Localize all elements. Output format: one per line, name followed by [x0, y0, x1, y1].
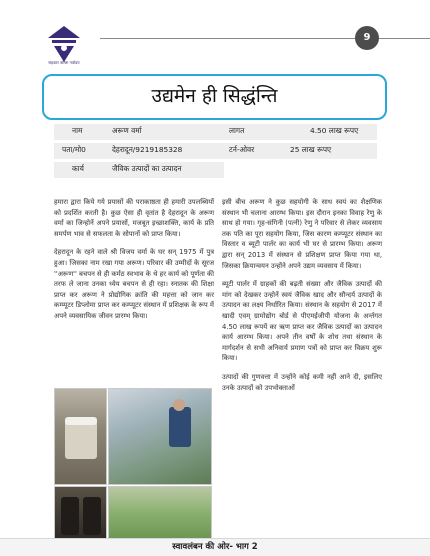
cost-label: लागत	[229, 126, 245, 135]
info-table	[54, 124, 377, 180]
address-value: देहरादून/9219185328	[112, 145, 183, 154]
left-paragraph-2: देहरादून के रहने वाले श्री विजय वर्मा के घर सन् 1975 में पुत्र हुआ। जिसका नाम रखा गया अरूण। परिवार की उम्मीदों के सूरज ''अरूण'' बचपन से ही कर्मठ स्वभाव के थे हर कार्य को पूर्णता की तरफ ले जाना उनका ध्येय बचपन से ही रहा। स्नातक की शिक्षा प्राप्त कर अरूण ने प्रोद्योगिक क्रांति की महत्ता को जान कर कम्प्यूटर डिप्लोमा प्राप्त कर कम्प्यूटर संस्थान में प्रशिक्षक के रूप में अपने व्यवसायिक जीवन प्रारम्भ किया।	[54, 248, 214, 320]
product-jar-photo	[54, 388, 107, 485]
info-row-work	[54, 162, 224, 179]
info-row-name	[54, 124, 377, 141]
left-paragraph-1: हमारा द्वारा किये गये प्रयासों की पराकाष्ठता ही हमारी उपलब्धियों को प्रदर्शित करती है। कुछ ऐसा ही वृतांत है देहरादून के अरूण वर्मा का जिन्होनें अपने प्रयासों, मजबूत इच्छाशक्ति, कार्य के प्रति समर्पण भाव से सफलता के सोपानों को प्राप्त किया।	[54, 198, 214, 238]
cost-value: 4.50 लाख रूपए	[310, 126, 359, 135]
turnover-value: 25 लाख रूपए	[290, 145, 332, 154]
right-column-text	[222, 197, 382, 401]
soap-tray-photo	[108, 486, 212, 540]
header-divider	[100, 38, 355, 39]
header-divider-right	[379, 38, 430, 39]
right-paragraph-2: ब्यूटी पार्लर में ग्राहकों की बढ़ती संख्या और जैविक उत्पादों की मांग को देखकर उन्होनें स्वयं जैविक खाद और सौन्दर्य उत्पादों के उत्पादन का लक्ष्य निर्धारित किया। संस्थान के सहयोग से 2017 में खादी एवम् ग्रामोद्योग बोर्ड से पीएमईजीपी योजना के अर्न्तगत 4.50 लाख रूपयें का ऋण प्राप्त कर जैविक उत्पादों का उत्पादन कार्य आरम्भ किया। अपने तीन वर्षों के शोध तथा संस्थान के मार्गदर्शन से सभी अनिवार्य प्रमाण पत्रों को प्राप्त कर विक्रय शुरू किया।	[222, 280, 382, 363]
footer-text: स्वावलंबन की ओर- भाग 2	[172, 542, 258, 552]
left-column-text	[54, 197, 214, 330]
workshop-photo	[108, 388, 212, 485]
turnover-label: टर्न-ओवर	[229, 145, 255, 154]
product-bottles-photo	[54, 486, 107, 540]
work-label: कार्य	[72, 164, 84, 173]
right-paragraph-1: इसी बीच अरूण ने कुछ सहयोगी के साथ स्वयं का शैक्षणिक संस्थान भी चलाना आरम्भ किया। इस दौरान इनका विवाह रेणु के साथ हो गया। गृह-संगिनी (पत्नी) रेणु ने परिवार से लेकर व्यवसाय तक पति का पूरा सहयोग किया, जिस कारण कम्प्यूटर संस्थान का विस्तार व ब्यूटी पार्लर का कार्य भी घर से प्रारम्भ किया। अरूण द्वारा सन् 2013 में संस्थान से प्रशिक्षण प्राप्त किया गया था, जिसका क्रियान्वयन उन्होंने अपने उद्यम व्यवसाय में किया।	[222, 198, 382, 270]
info-row-address	[54, 143, 377, 160]
address-label: पता/मो0	[62, 145, 86, 154]
name-label: नाम	[72, 126, 83, 135]
name-value: अरूण वर्मा	[112, 126, 142, 135]
page-title: उद्यमेन ही सिद्धंन्ति	[151, 85, 278, 107]
logo-caption: सहकार बांग्ला नवोदय	[48, 60, 80, 65]
work-value: जैविक उत्पादों का उत्पादन	[112, 164, 182, 173]
right-paragraph-3: उत्पादों की गुणवत्ता में उन्होंने कोई कमी नहीं आने दी, इसलिए उनके उत्पादों को उपभोक्ताओं	[222, 372, 382, 392]
page-number-badge: 9	[355, 26, 379, 50]
